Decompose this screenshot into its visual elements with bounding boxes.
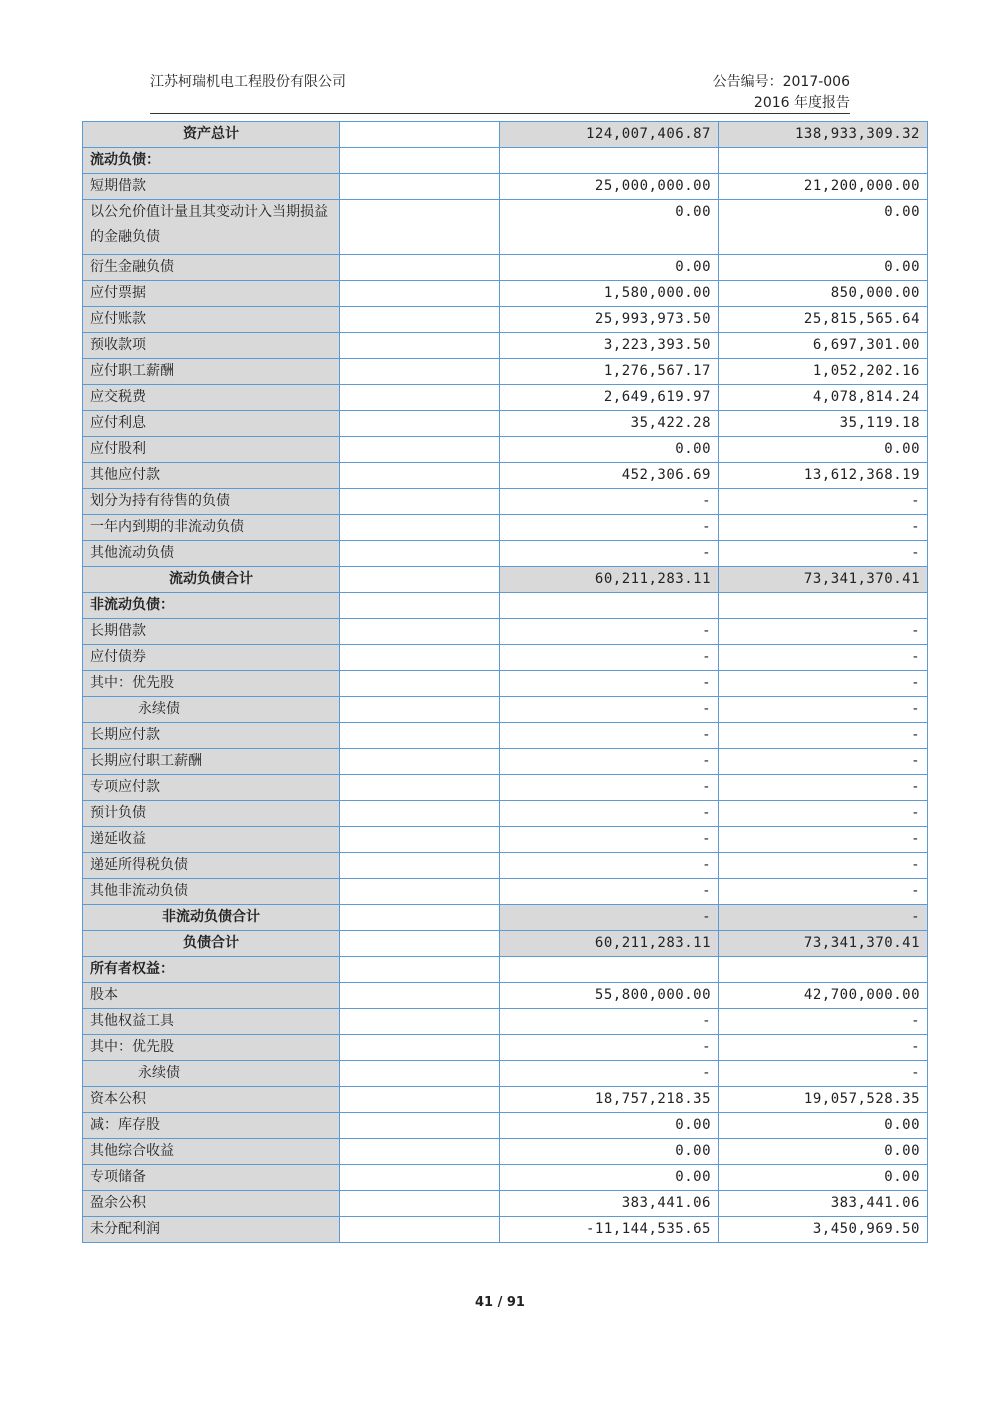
row-current-value: - xyxy=(500,723,719,749)
row-previous-value: 0.00 xyxy=(719,437,928,463)
row-current-value: 0.00 xyxy=(500,1113,719,1139)
table-row xyxy=(83,775,928,801)
row-label: 应付利息 xyxy=(83,411,340,437)
row-label: 长期应付款 xyxy=(83,723,340,749)
row-label: 划分为持有待售的负债 xyxy=(83,489,340,515)
row-current-value: - xyxy=(500,879,719,905)
row-label: 所有者权益： xyxy=(83,957,340,983)
table-row xyxy=(83,515,928,541)
row-note xyxy=(340,200,500,255)
row-note xyxy=(340,1087,500,1113)
row-label: 股本 xyxy=(83,983,340,1009)
row-previous-value: - xyxy=(719,723,928,749)
table-row xyxy=(83,463,928,489)
row-label: 应付职工薪酬 xyxy=(83,359,340,385)
row-previous-value: 21,200,000.00 xyxy=(719,174,928,200)
row-note xyxy=(340,122,500,148)
table-row xyxy=(83,385,928,411)
table-row xyxy=(83,437,928,463)
row-note xyxy=(340,1217,500,1243)
row-note xyxy=(340,593,500,619)
row-current-value: - xyxy=(500,801,719,827)
row-note xyxy=(340,515,500,541)
row-current-value: 0.00 xyxy=(500,437,719,463)
row-note xyxy=(340,411,500,437)
row-previous-value: - xyxy=(719,1035,928,1061)
row-previous-value: 0.00 xyxy=(719,1139,928,1165)
table-row xyxy=(83,723,928,749)
row-label: 非流动负债合计 xyxy=(83,905,340,931)
row-label: 其中：优先股 xyxy=(83,1035,340,1061)
header-report-title: 2016 年度报告 xyxy=(753,95,850,111)
row-label: 应交税费 xyxy=(83,385,340,411)
table-row xyxy=(83,122,928,148)
table-row xyxy=(83,200,928,255)
row-note xyxy=(340,983,500,1009)
row-label: 其中：优先股 xyxy=(83,671,340,697)
table-row xyxy=(83,489,928,515)
row-previous-value: 73,341,370.41 xyxy=(719,931,928,957)
row-label: 减：库存股 xyxy=(83,1113,340,1139)
row-previous-value: - xyxy=(719,541,928,567)
row-label: 应付股利 xyxy=(83,437,340,463)
row-note xyxy=(340,1191,500,1217)
row-previous-value: - xyxy=(719,801,928,827)
row-note xyxy=(340,619,500,645)
row-label: 衍生金融负债 xyxy=(83,255,340,281)
row-current-value xyxy=(500,148,719,174)
row-label: 永续债 xyxy=(83,1061,340,1087)
row-current-value: 452,306.69 xyxy=(500,463,719,489)
row-previous-value: 0.00 xyxy=(719,200,928,255)
row-previous-value: - xyxy=(719,1009,928,1035)
row-label: 其他综合收益 xyxy=(83,1139,340,1165)
row-previous-value xyxy=(719,957,928,983)
row-current-value: - xyxy=(500,853,719,879)
row-previous-value: - xyxy=(719,775,928,801)
row-label: 预计负债 xyxy=(83,801,340,827)
row-current-value: - xyxy=(500,1061,719,1087)
row-label: 长期应付职工薪酬 xyxy=(83,749,340,775)
row-label: 应付账款 xyxy=(83,307,340,333)
row-note xyxy=(340,801,500,827)
row-note xyxy=(340,775,500,801)
row-note xyxy=(340,567,500,593)
row-previous-value: 35,119.18 xyxy=(719,411,928,437)
table-row xyxy=(83,1165,928,1191)
row-previous-value xyxy=(719,148,928,174)
table-row xyxy=(83,1191,928,1217)
row-previous-value: - xyxy=(719,645,928,671)
row-previous-value: 0.00 xyxy=(719,1113,928,1139)
row-label: 递延所得税负债 xyxy=(83,853,340,879)
table-row xyxy=(83,1217,928,1243)
row-note xyxy=(340,853,500,879)
row-current-value: 60,211,283.11 xyxy=(500,567,719,593)
table-row xyxy=(83,567,928,593)
row-note xyxy=(340,957,500,983)
row-current-value: 0.00 xyxy=(500,1139,719,1165)
row-note xyxy=(340,1061,500,1087)
row-note xyxy=(340,879,500,905)
row-note xyxy=(340,437,500,463)
row-previous-value: 4,078,814.24 xyxy=(719,385,928,411)
row-current-value: 0.00 xyxy=(500,1165,719,1191)
row-previous-value: 3,450,969.50 xyxy=(719,1217,928,1243)
row-label: 资本公积 xyxy=(83,1087,340,1113)
row-current-value: - xyxy=(500,541,719,567)
row-current-value: - xyxy=(500,489,719,515)
row-previous-value: 138,933,309.32 xyxy=(719,122,928,148)
row-label: 预收款项 xyxy=(83,333,340,359)
row-note xyxy=(340,307,500,333)
row-note xyxy=(340,255,500,281)
row-label: 其他应付款 xyxy=(83,463,340,489)
row-current-value: - xyxy=(500,619,719,645)
row-note xyxy=(340,723,500,749)
table-row xyxy=(83,333,928,359)
row-label: 以公允价值计量且其变动计入当期损益的金融负债 xyxy=(83,200,340,255)
row-previous-value: - xyxy=(719,853,928,879)
table-row xyxy=(83,359,928,385)
table-row xyxy=(83,749,928,775)
table-row xyxy=(83,148,928,174)
header-company: 江苏柯瑞机电工程股份有限公司 xyxy=(150,74,346,90)
row-note xyxy=(340,905,500,931)
row-note xyxy=(340,1165,500,1191)
row-previous-value: 0.00 xyxy=(719,255,928,281)
row-note xyxy=(340,749,500,775)
row-note xyxy=(340,359,500,385)
table-row xyxy=(83,827,928,853)
row-current-value: - xyxy=(500,905,719,931)
table-row xyxy=(83,1139,928,1165)
table-row xyxy=(83,619,928,645)
table-row xyxy=(83,983,928,1009)
row-previous-value: - xyxy=(719,489,928,515)
row-note xyxy=(340,645,500,671)
row-note xyxy=(340,148,500,174)
table-row xyxy=(83,671,928,697)
table-row xyxy=(83,174,928,200)
table-row xyxy=(83,1087,928,1113)
table-row xyxy=(83,957,928,983)
table-row xyxy=(83,307,928,333)
row-note xyxy=(340,281,500,307)
row-label: 应付票据 xyxy=(83,281,340,307)
row-current-value: 2,649,619.97 xyxy=(500,385,719,411)
row-current-value: - xyxy=(500,775,719,801)
row-note xyxy=(340,174,500,200)
row-current-value: 383,441.06 xyxy=(500,1191,719,1217)
row-current-value xyxy=(500,593,719,619)
row-current-value: 0.00 xyxy=(500,255,719,281)
row-previous-value: - xyxy=(719,697,928,723)
table-row xyxy=(83,645,928,671)
table-row xyxy=(83,1035,928,1061)
row-previous-value: - xyxy=(719,827,928,853)
row-current-value: 25,000,000.00 xyxy=(500,174,719,200)
row-previous-value: - xyxy=(719,515,928,541)
row-previous-value: - xyxy=(719,905,928,931)
row-note xyxy=(340,1009,500,1035)
table-row xyxy=(83,853,928,879)
table-row xyxy=(83,905,928,931)
row-current-value: 1,276,567.17 xyxy=(500,359,719,385)
page-number: 41 / 91 xyxy=(475,1295,525,1310)
row-note xyxy=(340,333,500,359)
row-label: 非流动负债： xyxy=(83,593,340,619)
row-current-value: - xyxy=(500,645,719,671)
row-current-value: -11,144,535.65 xyxy=(500,1217,719,1243)
row-previous-value: - xyxy=(719,671,928,697)
row-note xyxy=(340,385,500,411)
row-current-value: 55,800,000.00 xyxy=(500,983,719,1009)
table-row xyxy=(83,697,928,723)
row-current-value: 35,422.28 xyxy=(500,411,719,437)
row-label: 短期借款 xyxy=(83,174,340,200)
row-previous-value: - xyxy=(719,749,928,775)
row-current-value: - xyxy=(500,1035,719,1061)
row-label: 其他权益工具 xyxy=(83,1009,340,1035)
row-previous-value: 73,341,370.41 xyxy=(719,567,928,593)
row-current-value: 124,007,406.87 xyxy=(500,122,719,148)
table-row xyxy=(83,411,928,437)
row-label: 流动负债合计 xyxy=(83,567,340,593)
table-row xyxy=(83,593,928,619)
row-label: 未分配利润 xyxy=(83,1217,340,1243)
row-previous-value: 19,057,528.35 xyxy=(719,1087,928,1113)
row-previous-value: 850,000.00 xyxy=(719,281,928,307)
row-current-value: 18,757,218.35 xyxy=(500,1087,719,1113)
row-note xyxy=(340,697,500,723)
row-note xyxy=(340,1113,500,1139)
row-label: 其他流动负债 xyxy=(83,541,340,567)
row-previous-value: 25,815,565.64 xyxy=(719,307,928,333)
balance-sheet-table xyxy=(82,121,928,1243)
table-row xyxy=(83,541,928,567)
table-row xyxy=(83,801,928,827)
table-row xyxy=(83,281,928,307)
row-current-value: - xyxy=(500,749,719,775)
row-label: 应付债券 xyxy=(83,645,340,671)
row-current-value: 0.00 xyxy=(500,200,719,255)
row-label: 盈余公积 xyxy=(83,1191,340,1217)
row-current-value xyxy=(500,957,719,983)
table-row xyxy=(83,1061,928,1087)
row-current-value: 60,211,283.11 xyxy=(500,931,719,957)
row-previous-value: - xyxy=(719,879,928,905)
header-divider xyxy=(150,113,850,114)
row-current-value: 3,223,393.50 xyxy=(500,333,719,359)
row-current-value: - xyxy=(500,827,719,853)
row-current-value: 25,993,973.50 xyxy=(500,307,719,333)
row-previous-value: 6,697,301.00 xyxy=(719,333,928,359)
table-row xyxy=(83,931,928,957)
row-previous-value: 42,700,000.00 xyxy=(719,983,928,1009)
row-note xyxy=(340,541,500,567)
row-label: 流动负债： xyxy=(83,148,340,174)
header-announcement-number: 公告编号：2017-006 xyxy=(712,74,850,90)
table-row xyxy=(83,255,928,281)
row-label: 专项储备 xyxy=(83,1165,340,1191)
row-previous-value: 13,612,368.19 xyxy=(719,463,928,489)
row-label: 一年内到期的非流动负债 xyxy=(83,515,340,541)
row-label: 其他非流动负债 xyxy=(83,879,340,905)
row-note xyxy=(340,489,500,515)
row-note xyxy=(340,1139,500,1165)
row-label: 负债合计 xyxy=(83,931,340,957)
row-previous-value: 383,441.06 xyxy=(719,1191,928,1217)
row-note xyxy=(340,1035,500,1061)
table-row xyxy=(83,1009,928,1035)
table-row xyxy=(83,1113,928,1139)
row-note xyxy=(340,671,500,697)
row-current-value: - xyxy=(500,671,719,697)
row-previous-value: 0.00 xyxy=(719,1165,928,1191)
row-previous-value: - xyxy=(719,1061,928,1087)
row-note xyxy=(340,931,500,957)
row-label: 专项应付款 xyxy=(83,775,340,801)
table-row xyxy=(83,879,928,905)
row-current-value: - xyxy=(500,515,719,541)
balance-sheet-body xyxy=(83,122,928,1243)
row-previous-value: 1,052,202.16 xyxy=(719,359,928,385)
row-note xyxy=(340,463,500,489)
row-current-value: 1,580,000.00 xyxy=(500,281,719,307)
row-current-value: - xyxy=(500,1009,719,1035)
row-current-value: - xyxy=(500,697,719,723)
row-label: 递延收益 xyxy=(83,827,340,853)
row-label: 长期借款 xyxy=(83,619,340,645)
row-previous-value: - xyxy=(719,619,928,645)
row-note xyxy=(340,827,500,853)
row-label: 永续债 xyxy=(83,697,340,723)
row-previous-value xyxy=(719,593,928,619)
row-label: 资产总计 xyxy=(83,122,340,148)
